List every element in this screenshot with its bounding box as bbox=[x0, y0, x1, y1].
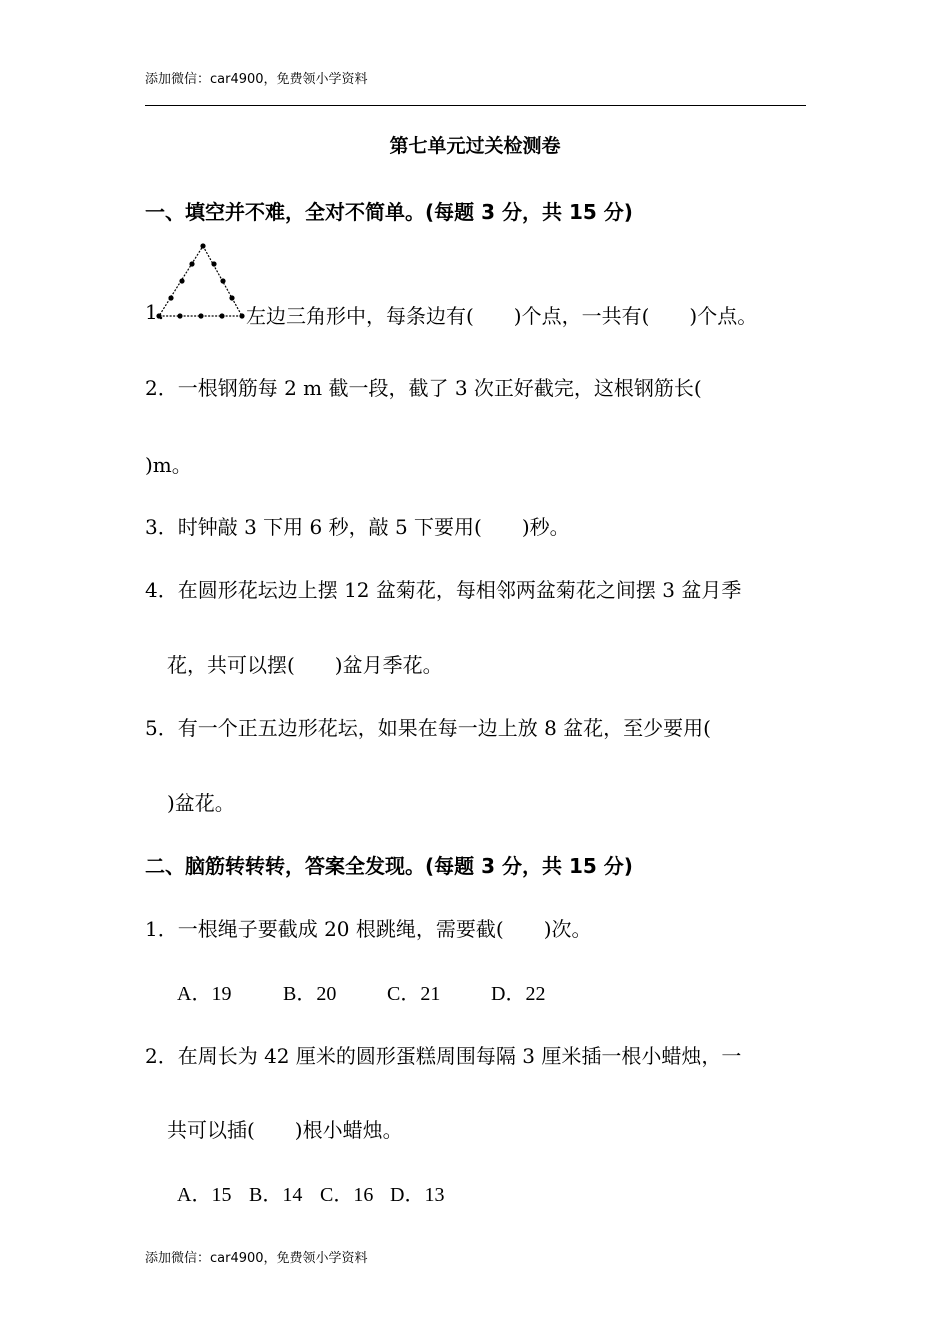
triangle-dot bbox=[189, 261, 194, 266]
page-title: 第七单元过关检测卷 bbox=[389, 135, 561, 157]
triangle-dots bbox=[156, 243, 244, 318]
s2-q2-option-d: D．13 bbox=[390, 1184, 445, 1206]
footer-watermark: 添加微信：car4900，免费领小学资料 bbox=[145, 1251, 368, 1266]
triangle-dot bbox=[198, 313, 203, 318]
s1-q2-line2: )m。 bbox=[145, 453, 192, 477]
section2-heading: 二、脑筋转转转，答案全发现。(每题 3 分，共 15 分) bbox=[145, 854, 633, 878]
s2-q2-line2: 共可以插( )根小蜡烛。 bbox=[167, 1118, 403, 1142]
s2-q2-line1: 2．在周长为 42 厘米的圆形蛋糕周围每隔 3 厘米插一根小蜡烛，一 bbox=[145, 1044, 742, 1068]
s2-q2-option-b: B．14 bbox=[249, 1184, 303, 1206]
triangle-dot bbox=[229, 295, 234, 300]
section1-heading: 一、填空并不难，全对不简单。(每题 3 分，共 15 分) bbox=[145, 200, 633, 224]
s1-q3: 3．时钟敲 3 下用 6 秒，敲 5 下要用( )秒。 bbox=[145, 515, 570, 539]
s1-q5-line2: )盆花。 bbox=[167, 791, 235, 815]
s2-q1: 1．一根绳子要截成 20 根跳绳，需要截( )次。 bbox=[145, 917, 592, 941]
s2-q1-option-c: C．21 bbox=[387, 983, 441, 1005]
triangle-outline bbox=[159, 246, 242, 316]
triangle-dot bbox=[179, 278, 184, 283]
triangle-dot bbox=[177, 313, 182, 318]
s2-q1-option-a: A．19 bbox=[177, 983, 232, 1005]
header-rule bbox=[145, 105, 806, 106]
triangle-dot bbox=[168, 295, 173, 300]
triangle-dot bbox=[211, 261, 216, 266]
s1-q4-line2: 花，共可以摆( )盆月季花。 bbox=[167, 653, 443, 677]
s1-q1-number: 1. bbox=[145, 300, 165, 324]
s2-q1-option-d: D．22 bbox=[491, 983, 546, 1005]
triangle-dot bbox=[239, 313, 244, 318]
header-watermark: 添加微信：car4900，免费领小学资料 bbox=[145, 72, 368, 87]
triangle-dots-figure bbox=[150, 238, 250, 322]
s2-q2-option-c: C．16 bbox=[320, 1184, 374, 1206]
s2-q2-option-a: A．15 bbox=[177, 1184, 232, 1206]
triangle-dot bbox=[219, 313, 224, 318]
triangle-dot bbox=[200, 243, 205, 248]
triangle-dot bbox=[220, 278, 225, 283]
s1-q1-text: 左边三角形中，每条边有( )个点，一共有( )个点。 bbox=[246, 304, 758, 328]
s1-q2-line1: 2．一根钢筋每 2 m 截一段，截了 3 次正好截完，这根钢筋长( bbox=[145, 376, 702, 400]
s2-q1-option-b: B．20 bbox=[283, 983, 337, 1005]
s1-q4-line1: 4．在圆形花坛边上摆 12 盆菊花，每相邻两盆菊花之间摆 3 盆月季 bbox=[145, 578, 742, 602]
s1-q5-line1: 5．有一个正五边形花坛，如果在每一边上放 8 盆花，至少要用( bbox=[145, 716, 711, 740]
